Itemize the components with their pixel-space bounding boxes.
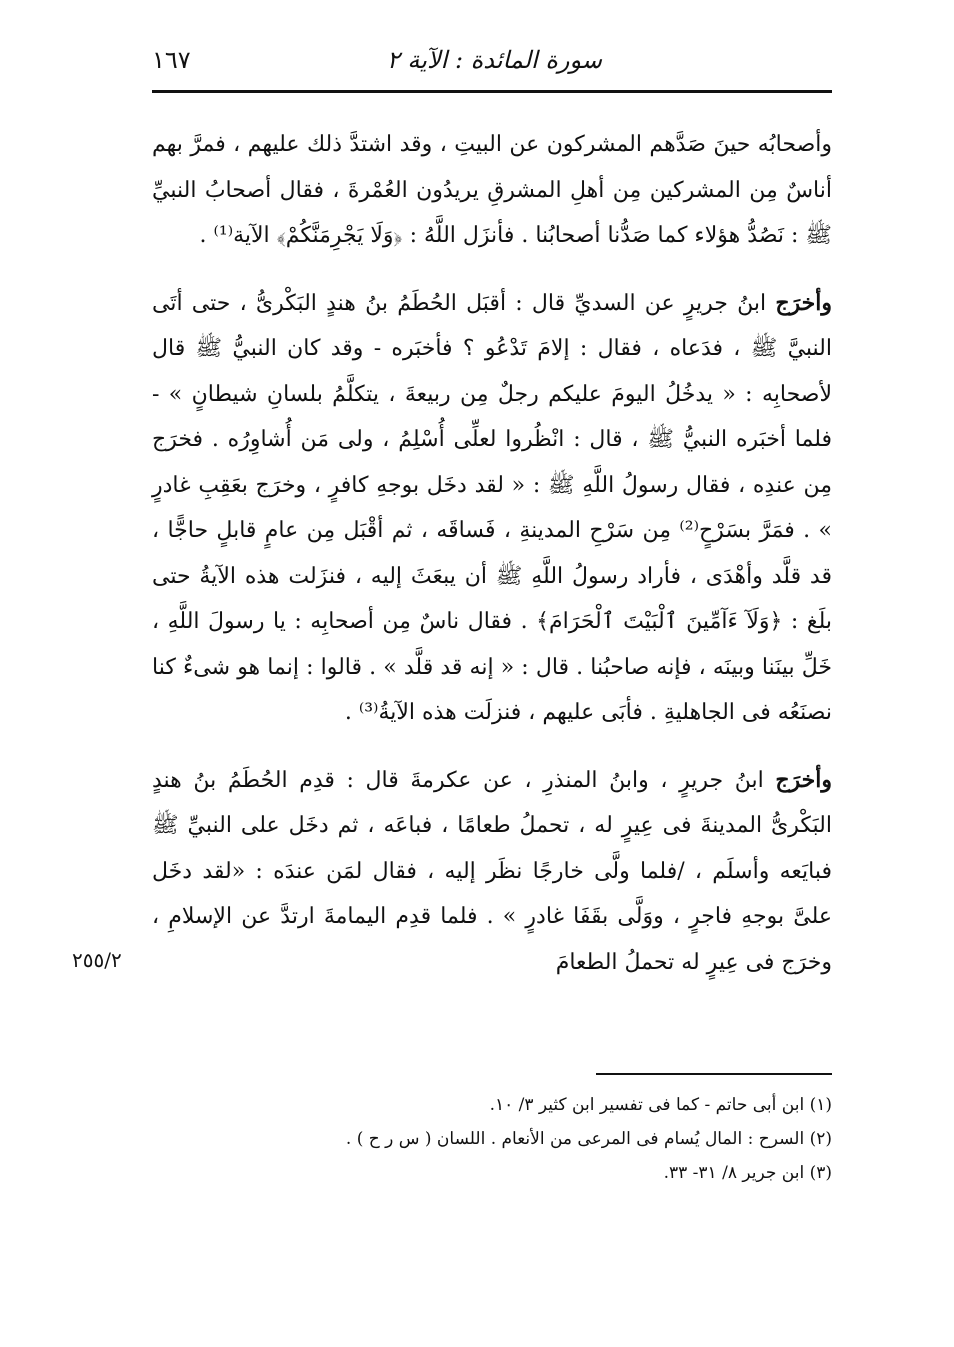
footnotes	[272, 1088, 832, 1190]
header-rule	[152, 90, 832, 93]
paragraph-text: وأصحابُه حينَ صَدَّهم المشركون عن البيتِ ، وقد اشتدَّ ذلك عليهم ، فمرَّ بهم أناسٌ مِن المشركين مِن أهلِ المشرقِ يريدُون العُمْرةَ ، فقال أصحابُ النبيِّ ﷺ : نَصُدُّ هؤلاء كما صَدُّنا أصحابُنا . فأنزَل اللَّهُ : ﴿وَلَا يَجْرِمَنَّكُمْ﴾ الآية⁽¹⁾ .	[152, 132, 832, 248]
paragraph-lead: وأخرَج	[775, 766, 832, 793]
running-title: سورة المائدة : الآية ٢	[386, 46, 602, 74]
paragraph-lead: وأخرَج	[775, 289, 832, 316]
page-header	[152, 40, 832, 90]
footnote: (٢) السرح : المال يُسام فى المرعى من الأنعام . اللسان ( س ر ح ) .	[345, 1129, 832, 1149]
footnote: (٣) ابن جرير ٨/ ٣١- ٣٣.	[663, 1163, 832, 1183]
paragraph-text: ابنُ جريرٍ ، وابنُ المنذرِ ، عن عكرمةَ قال : قدِم الحُطَمُ بنُ هندٍ البَكْرىُّ المدينةَ فى عِيرٍ له ، تحملُ طعامًا ، فباعَه ، ثم دخَل على النبيِّ ﷺ فبايَعه وأسلَم ، /فلما ولَّى خارجًا نظَر إليه ، فقال لمَن عندَه : «لقد دخَل علىَّ بوجهِ فاجرٍ ، ووَلَّى بقَفَا غادرٍ » . فلما قدِم اليمامةَ ارتدَّ عن الإسلامِ ، وخرَج فى عِيرٍ له تحملُ الطعامَ	[152, 767, 832, 975]
margin-reference: ٢٥٥/٢	[72, 948, 122, 972]
page-number: ١٦٧	[152, 46, 191, 74]
paragraph	[152, 281, 832, 736]
paragraph	[152, 758, 832, 986]
main-text	[152, 122, 832, 985]
footnote: (١) ابن أبى حاتم - كما فى تفسير ابن كثير ٣/ ١٠.	[489, 1095, 832, 1115]
paragraph	[152, 122, 832, 259]
paragraph-text: ابنُ جريرٍ عن السديِّ قال : أقبَل الحُطَمُ بنُ هندٍ البَكْرىُّ ، حتى أتَى النبيَّ ﷺ ، فدَعاه ، فقال : إلامَ تَدْعُو ؟ فأخبَره - وقد كان النبيُّ ﷺ قال لأصحابِه : « يدخُلُ اليومَ عليكم رجلٌ مِن ربيعةَ ، يتكلَّمُ بلسانِ شيطانٍ » - فلما أخبَره النبيُّ ﷺ ، قال : انْظُروا لعلِّى أُسْلِمُ ، ولى مَن أُشاوِرُه . فخرَج مِن عندِه ، فقال رسولُ اللَّهِ ﷺ : « لقد دخَل بوجهِ كافرٍ ، وخرَج بعَقِبِ غادرٍ » . فمَرَّ بسَرْحٍ⁽²⁾ مِن سَرْحِ المدينةِ ، فَساقَه ، ثم أقْبَل مِن عامٍ قابلٍ حاجًّا ، قد قلَّد وأهْدَى ، فأراد رسولُ اللَّهِ ﷺ أن يبعَثَ إليه ، فنزَلت هذه الآيةُ حتى بلَغ : ﴿وَلَآ ءَآمِّينَ ٱلْبَيْتَ ٱلْحَرَامَ﴾ . فقال ناسٌ مِن أصحابِه : يا رسولَ اللَّهِ ، خَلِّ بينَنا وبينَه ، فإنه صاحبُنا . قال : « إنه قد قلَّد » . قالوا : إنما هو شىءٌ كنا نصنَعُه فى الجاهليةِ . فأبَى عليهم ، فنزلَت هذه الآيةُ⁽³⁾ .	[152, 290, 832, 725]
footnote-rule	[596, 1073, 832, 1075]
